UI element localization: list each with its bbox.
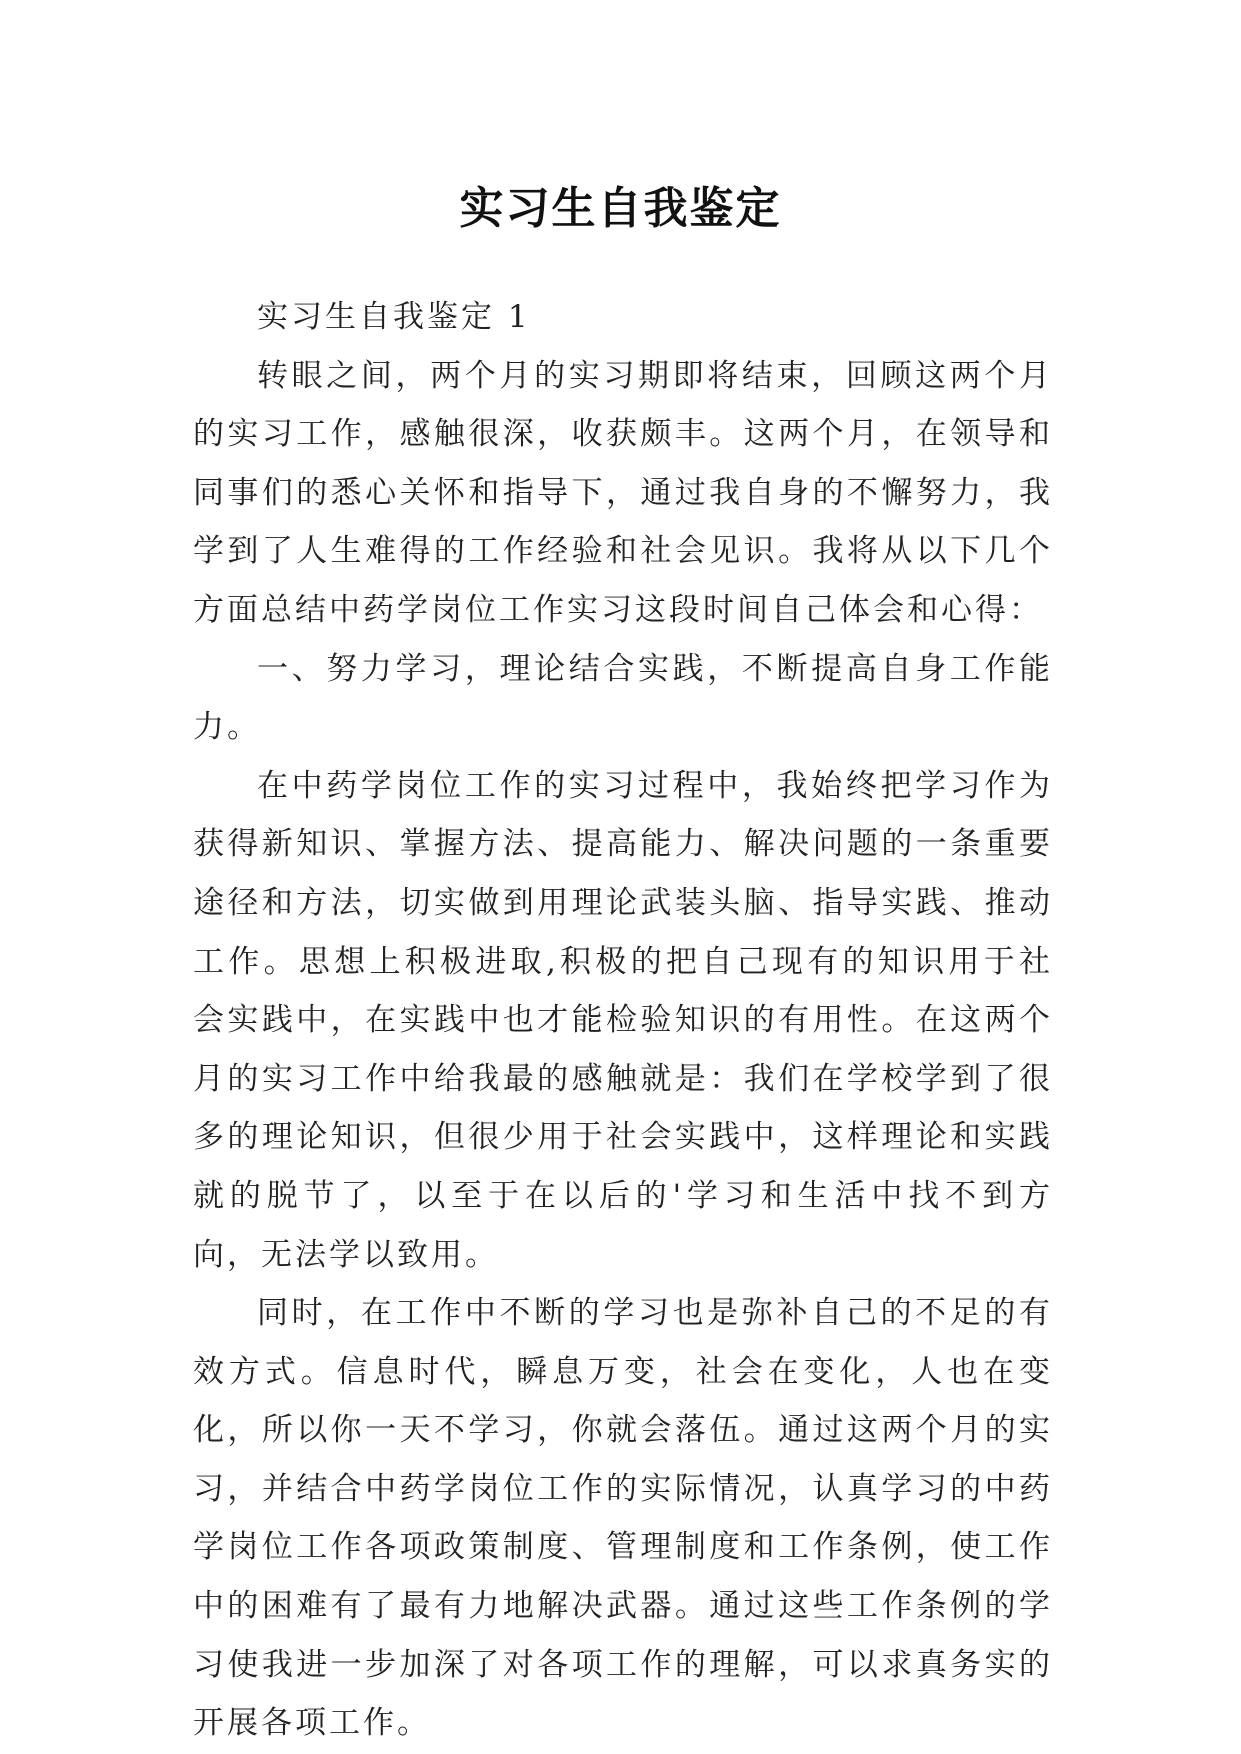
document-body bbox=[193, 288, 1053, 1753]
document-title: 实习生自我鉴定 bbox=[459, 183, 782, 235]
paragraph-intro: 转眼之间，两个月的实习期即将结束，回顾这两个月的实习工作，感触很深，收获颇丰。这两个月，在领导和同事们的悉心关怀和指导下，通过我自身的不懈努力，我学到了人生难得的工作经验和社会见识。我将从以下几个方面总结中药学岗位工作实习这段时间自己体会和心得： bbox=[193, 357, 1053, 628]
paragraph-continuous-learning: 同时，在工作中不断的学习也是弥补自己的不足的有效方式。信息时代，瞬息万变，社会在变化，人也在变化，所以你一天不学习，你就会落伍。通过这两个月的实习，并结合中药学岗位工作的实际情况，认真学习的中药学岗位工作各项政策制度、管理制度和工作条例，使工作中的困难有了最有力地解决武器。通过这些工作条例的学习使我进一步加深了对各项工作的理解，可以求真务实的开展各项工作。 bbox=[193, 1295, 1053, 1742]
paragraph-section-one-heading: 一、努力学习，理论结合实践，不断提高自身工作能力。 bbox=[193, 650, 1053, 746]
section-heading: 实习生自我鉴定 1 bbox=[257, 299, 531, 335]
paragraph-learning-practice: 在中药学岗位工作的实习过程中，我始终把学习作为获得新知识、掌握方法、提高能力、解决问题的一条重要途径和方法，切实做到用理论武装头脑、指导实践、推动工作。思想上积极进取,积极的把自己现有的知识用于社会实践中，在实践中也才能检验知识的有用性。在这两个月的实习工作中给我最的感触就是：我们在学校学到了很多的理论知识，但很少用于社会实践中，这样理论和实践就的脱节了，以至于在以后的'学习和生活中找不到方向，无法学以致用。 bbox=[193, 767, 1053, 1273]
